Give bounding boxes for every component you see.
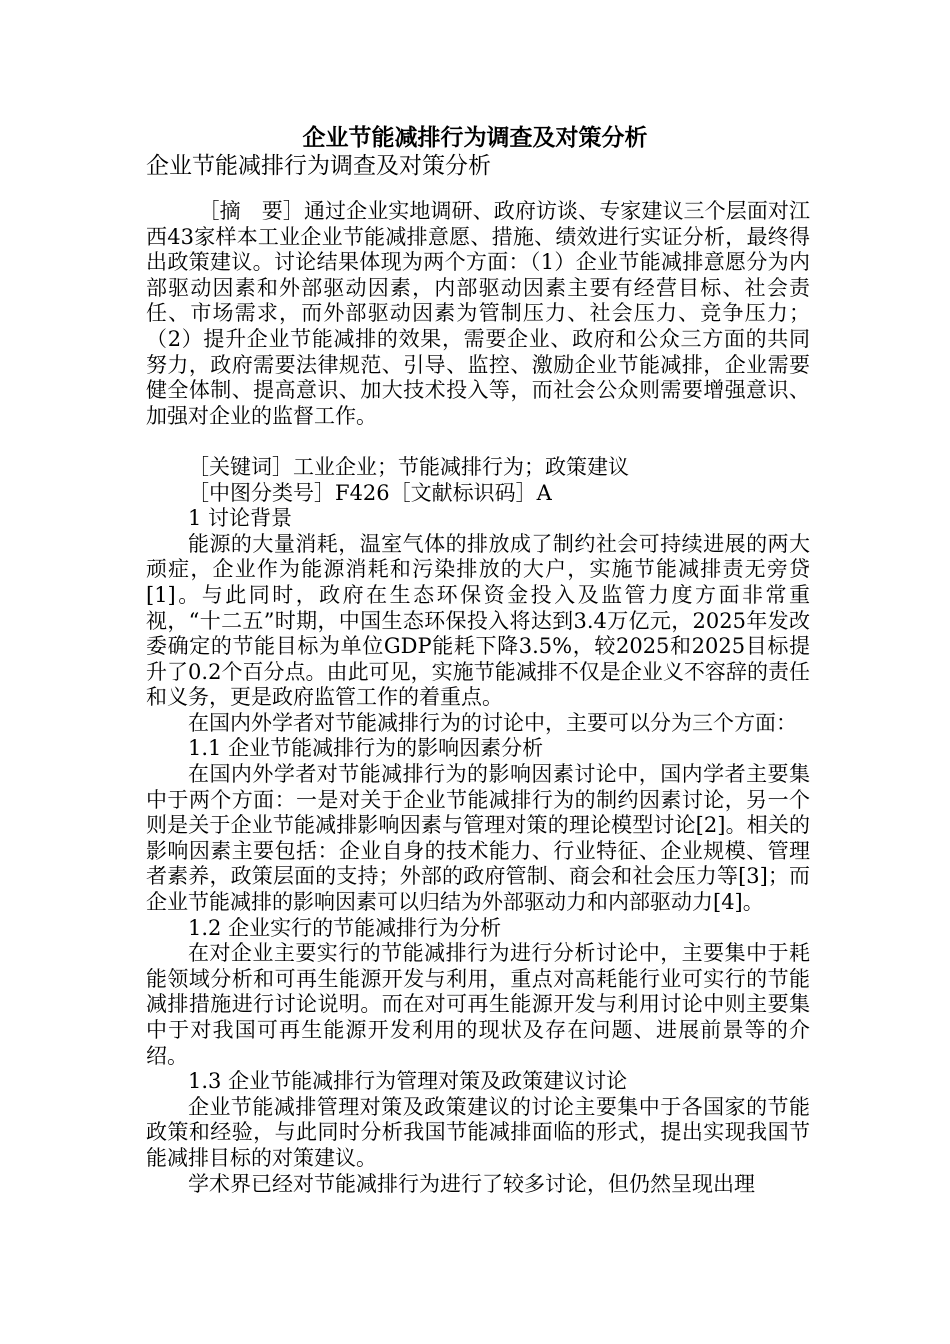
body-paragraph: 能源的大量消耗，温室气体的排放成了制约社会可持续进展的两大顽症，企业作为能源消耗和污染排放的大户，实施节能减排责无旁贷[1]。与此同时，政府在生态环保资金投入及监管力度方面非常重视，“十二五”时期，中国生态环保投入将达到3.4万亿元，2025年发改委确定的节能目标为单位GDP能耗下降3.5%，较2025和2025目标提升了0.2个百分点。由此可见，实施节能减排不仅是企业义不容辞的责任和义务，更是政府监管工作的着重点。: [146, 531, 810, 710]
document-title: 企业节能减排行为调查及对策分析: [302, 125, 648, 151]
paragraph-gap: [146, 429, 810, 455]
abstract-paragraph: ［摘 要］通过企业实地调研、政府访谈、专家建议三个层面对江西43家样本工业企业节能减排意愿、措施、绩效进行实证分析，最终得出政策建议。讨论结果体现为两个方面：（1）企业节能减排意愿分为内部驱动因素和外部驱动因素，内部驱动因素主要有经营目标、社会责任、市场需求，而外部驱动因素为管制压力、社会压力、竞争压力；（2）提升企业节能减排的效果，需要企业、政府和公众三方面的共同努力，政府需要法律规范、引导、监控、激励企业节能减排，企业需要健全体制、提高意识、加大技术投入等，而社会公众则需要增强意识、加强对企业的监督工作。: [146, 199, 810, 428]
body-paragraph: 在对企业主要实行的节能减排行为进行分析讨论中，主要集中于耗能领域分析和可再生能源开发与利用，重点对高耗能行业可实行的节能减排措施进行讨论说明。而在对可再生能源开发与利用讨论中则主要集中于对我国可再生能源开发利用的现状及存在问题、进展前景等的介绍。: [146, 941, 810, 1068]
document-subtitle: 企业节能减排行为调查及对策分析: [146, 153, 491, 179]
section-heading-1: 1 讨论背景: [188, 506, 293, 531]
body-paragraph: 在国内外学者对节能减排行为的影响因素讨论中，国内学者主要集中于两个方面：一是对关于企业节能减排行为的制约因素讨论，另一个则是关于企业节能减排影响因素与管理对策的理论模型讨论[2]。相关的影响因素主要包括：企业自身的技术能力、行业特征、企业规模、管理者素养，政策层面的支持；外部的政府管制、商会和社会压力等[3]；而企业节能减排的影响因素可以归结为外部驱动力和内部驱动力[4]。: [146, 762, 810, 915]
section-heading-1-2: 1.2 企业实行的节能减排行为分析: [188, 915, 502, 940]
body-paragraph: 在国内外学者对节能减排行为的讨论中，主要可以分为三个方面：: [188, 710, 797, 735]
section-heading-1-1: 1.1 企业节能减排行为的影响因素分析: [188, 736, 544, 761]
section-heading-1-3: 1.3 企业节能减排行为管理对策及政策建议讨论: [188, 1069, 628, 1094]
keywords-line: ［关键词］工业企业；节能减排行为；政策建议: [188, 454, 629, 479]
document-body: [146, 199, 810, 1197]
body-paragraph: 企业节能减排管理对策及政策建议的讨论主要集中于各国家的节能政策和经验，与此同时分析我国节能减排面临的形式，提出实现我国节能减排目标的对策建议。: [146, 1094, 810, 1170]
body-paragraph: 学术界已经对节能减排行为进行了较多讨论，但仍然呈现出理: [188, 1171, 755, 1196]
classification-line: ［中图分类号］F426［文献标识码］A: [188, 480, 552, 505]
